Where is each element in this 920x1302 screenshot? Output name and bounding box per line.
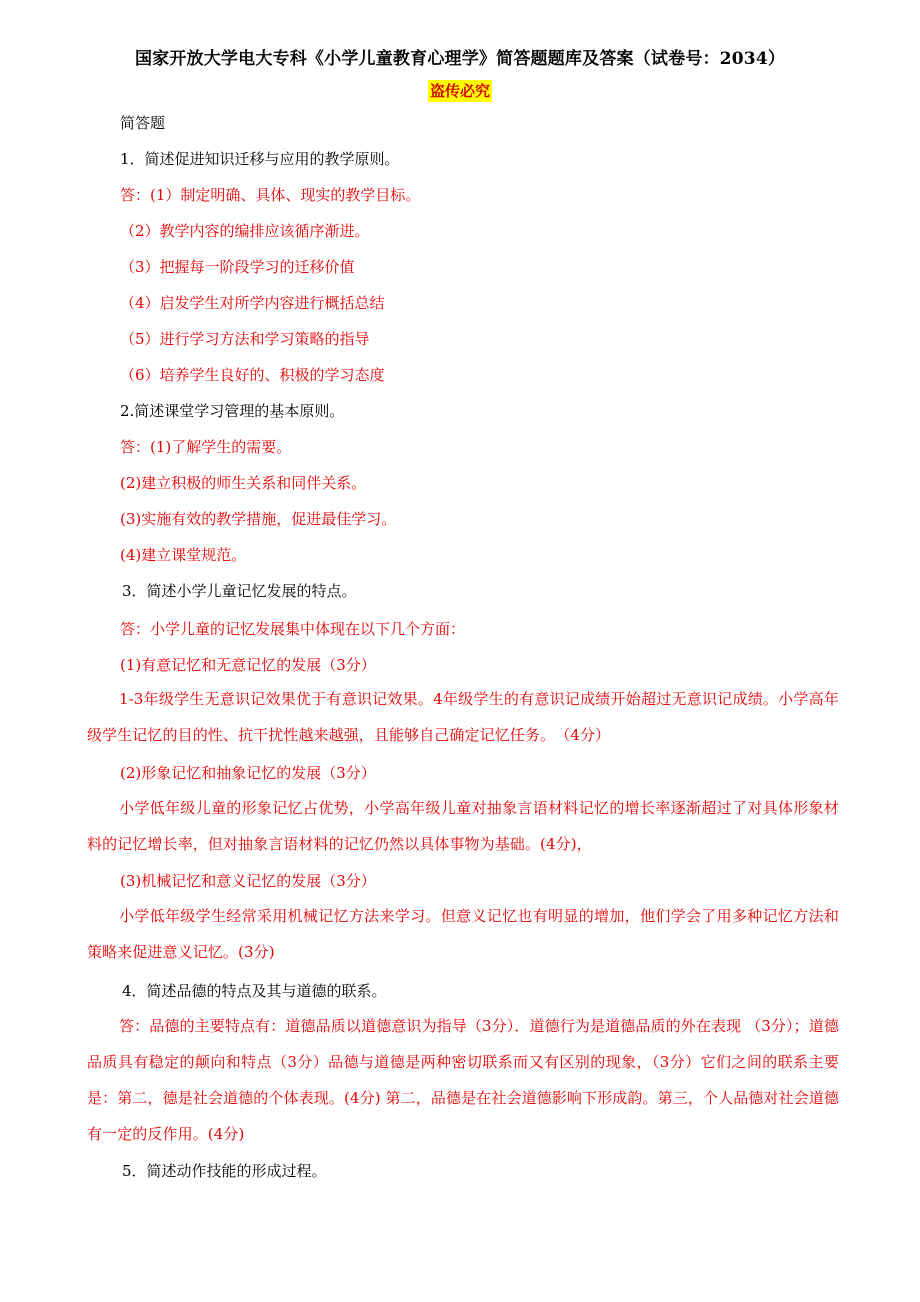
question-3: 3．简述小学儿童记忆发展的特点。 xyxy=(122,582,357,600)
copyright-stamp: 盗传必究 xyxy=(429,82,490,100)
answer-line: (4)建立课堂规范。 xyxy=(120,546,247,564)
question-4: 4．简述品德的特点及其与道德的联系。 xyxy=(122,982,387,1000)
answer-line: 答：(1)了解学生的需要。 xyxy=(120,438,292,456)
answer-line: (3)实施有效的教学措施，促进最佳学习。 xyxy=(120,510,397,528)
section-heading: 简答题 xyxy=(120,114,166,132)
stamp-container xyxy=(0,80,920,102)
answer-line: （2）教学内容的编排应该循序渐进。 xyxy=(120,222,370,240)
answer-subheading: (1)有意记忆和无意记忆的发展（3分） xyxy=(120,656,376,674)
answer-paragraph: 小学低年级儿童的形象记忆占优势，小学高年级儿童对抽象言语材料记忆的增长率逐渐超过了对具体形象材料的记忆增长率，但对抽象言语材料的记忆仍然以具体事物为基础。(4分)， xyxy=(87,799,839,853)
answer-line: (2)建立积极的师生关系和同伴关系。 xyxy=(120,474,367,492)
answer-line: （6）培养学生良好的、积极的学习态度 xyxy=(120,366,385,384)
answer-line: （3）把握每一阶段学习的迁移价值 xyxy=(120,258,355,276)
question-5: 5．简述动作技能的形成过程。 xyxy=(122,1162,327,1180)
question-1: 1．简述促进知识迁移与应用的教学原则。 xyxy=(120,150,400,168)
answer-line: （5）进行学习方法和学习策略的指导 xyxy=(120,330,370,348)
answer-line: 答：(1）制定明确、具体、现实的教学目标。 xyxy=(120,186,421,204)
question-2: 2.简述课堂学习管理的基本原则。 xyxy=(120,402,345,420)
answer-paragraph: 小学低年级学生经常采用机械记忆方法来学习。但意义记忆也有明显的增加，他们学会了用多种记忆方法和策略来促进意义记忆。(3分) xyxy=(87,907,839,961)
answer-paragraph: 1-3年级学生无意识记效果优于有意识记效果。4年级学生的有意识记成绩开始超过无意识记成绩。小学高年级学生记忆的目的性、抗干扰性越来越强，且能够自己确定记忆任务。 （4分） xyxy=(87,690,839,744)
document-title: 国家开放大学电大专科《小学儿童教育心理学》简答题题库及答案（试卷号：2034） xyxy=(134,49,786,69)
answer-line: （4）启发学生对所学内容进行概括总结 xyxy=(120,294,385,312)
answer-subheading: (3)机械记忆和意义记忆的发展（3分） xyxy=(120,872,376,890)
answer-intro: 答：小学儿童的记忆发展集中体现在以下几个方面： xyxy=(120,620,466,638)
answer-subheading: (2)形象记忆和抽象记忆的发展（3分） xyxy=(120,764,376,782)
answer-paragraph: 答：品德的主要特点有：道德品质以道德意识为指导（3分）．道德行为是道德品质的外在表现 （3分）；道德品质具有稳定的颠向和特点（3分）品德与道德是两种密切联系而又有区别的现象，（3分）它们之间的联系主要是：第二，德是社会道德的个体表现。(4分) 第二，品德是在社会道德影响下形成韵。第三，个人品德对社会道德有一定的反作用。(4分) xyxy=(87,1017,839,1143)
